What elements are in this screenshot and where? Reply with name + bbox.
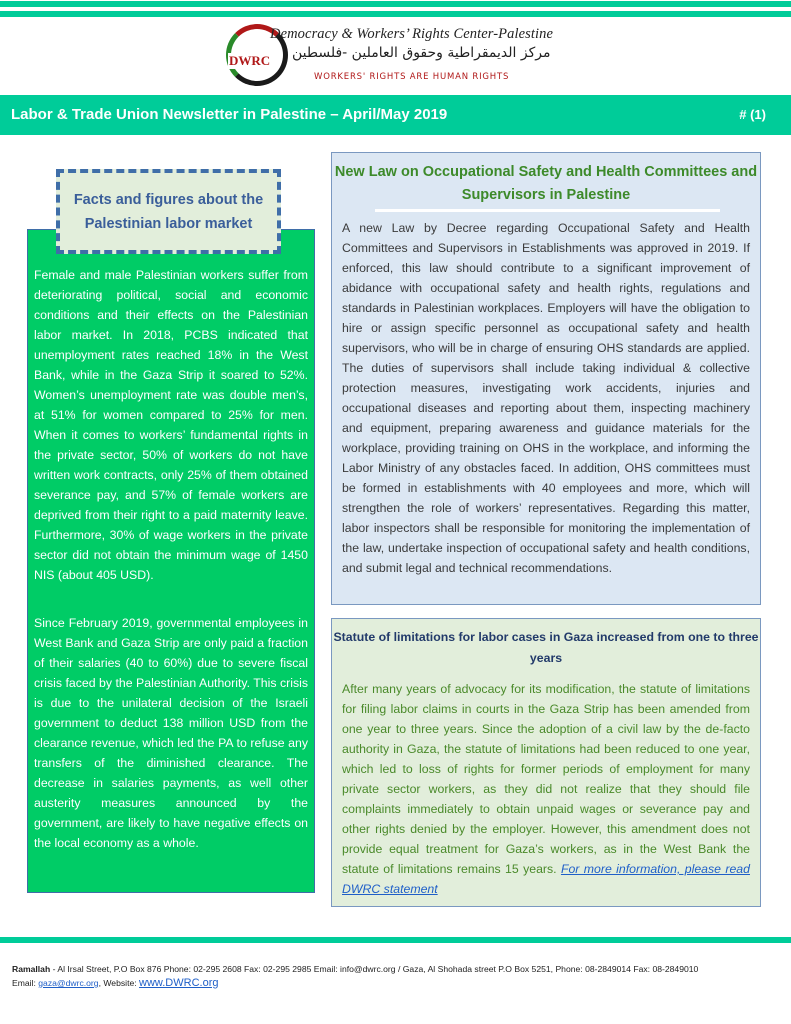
osh-article-title: New Law on Occupational Safety and Health Committees and Supervisors in Palestine [334,164,758,203]
footer-ramallah-label: Ramallah [12,964,51,974]
footer-accent-line [0,937,791,943]
logo-slogan: WORKERS' RIGHTS ARE HUMAN RIGHTS [314,72,510,82]
newsletter-title: Labor & Trade Union Newsletter in Palestine – April/May 2019 [11,106,448,123]
footer-email-link[interactable]: gaza@dwrc.org [38,978,99,988]
facts-paragraph-2: Since February 2019, governmental employees in West Bank and Gaza Strip are only paid a fraction of their salaries (40 to 60%) due to severe fiscal crisis faced by the Palestinian Authority. This crisis is due to the unilateral decision of the Israeli government to deduct 138 million USD from the clearance revenue, which led the PA to refuse any transfers of the diminished clearance. The decrease in salaries payments, as well other austerity measures announced by the government, are likely to have negative effects on the local economy as a whole. [34,616,308,850]
issue-number: # (1) [739,107,766,122]
osh-article-body: A new Law by Decree regarding Occupational Safety and Health Committees and Supervisors in Establishments was approved in 2019. If enforced, this law should contribute to a significant improvement of abidance with occupational safety and health rights, regulations and standards in Palestinian workplaces. Employers will have the obligation to hire or assign specific personnel as occupational safety and health supervisors, who will be in charge of ensuring OHS standards are applied. The duties of supervisors shall include taking individual & collective protection measures, investigating work accidents, injuries and occupational diseases and reporting about them, inspecting machinery and equipment, preparing awareness and guidance materials for the workplace, providing training on OHS in the workplace, and informing the Labor Ministry of any obstacles faced. In addition, OHS committees must be formed in establishments with 40 employees and more, which will strengthen the role of workers’ representatives. Regarding this matter, labor inspectors shall be responsible for monitoring the implementation of the law, undertake inspection of occupational safety and health conditions, and submit legal and technical recommendations. [342,221,750,575]
footer-line-1 [12,962,782,976]
logo-abbreviation: DWRC [229,53,271,68]
facts-paragraph-1: Female and male Palestinian workers suffer from deteriorating political, social and economic conditions and their effects on the Palestinian labor market. In 2018, PCBS indicated that unemployment rates reached 18% in the West Bank, while in the Gaza Strip it soared to 52%. Women’s unemployment rate was double men’s, at 51% for women compared to 25% for men. When it comes to workers’ fundamental rights in the private sector, 50% of workers do not have written work contracts, only 25% of them obtained severance pay, and 57% of female workers are deprived from their right to a paid maternity leave. Furthermore, 30% of wage workers in the private sector did not obtain the minimum wage of 1450 NIS (about 405 USD). [34,268,308,582]
osh-article [331,152,761,605]
logo-org-name-ar: مركز الديمقراطية وحقوق العاملين -فلسطين [292,45,551,61]
osh-title-divider [375,209,720,212]
facts-heading: Facts and figures about the Palestinian labor market [73,191,264,232]
gaza-article-title: Statute of limitations for labor cases in Gaza increased from one to three years [333,630,759,665]
footer-contact [12,962,782,990]
footer-line-2 [12,976,782,990]
dwrc-statement-link[interactable]: For more information, please read DWRC statement [342,862,750,896]
footer-website-link[interactable]: www.DWRC.org [139,977,219,989]
gaza-article-body: After many years of advocacy for its modification, the statute of limitations for filing labor claims in courts in the Gaza Strip has been amended from one year to three years. Since the adoption of a civil law by the de-facto authority in Gaza, the statute of limitations had been reduced to one year, which led to loss of rights for former periods of employment for many private sector workers, as they did not realize that they should file complaints immediately to obtain unpaid wages or severance pay and other rights denied by the employer. However, this amendment does not provide equal treatment for Gaza’s workers, as in the West Bank the statute of limitations remains 15 years. [342,682,750,876]
gaza-article-text [342,679,750,899]
top-accent-line [0,1,791,7]
newsletter-banner [0,95,791,135]
footer-website-label: , Website: [98,978,140,988]
gaza-article [331,618,761,907]
logo-org-name-en: Democracy & Workers’ Rights Center-Palestine [270,26,554,42]
top-accent-line-2 [0,11,791,17]
facts-heading-box [56,169,281,254]
dwrc-logo [222,20,567,90]
footer-address: - Al Irsal Street, P.O Box 876 Phone: 02-295 2608 Fax: 02-295 2985 Email: info@dwrc.org / Gaza, Al Shohada street P.O Box 5251, Phone: 08-2849014 Fax: 08-2849010 [50,964,699,974]
footer-email-label: Email: [12,978,39,988]
